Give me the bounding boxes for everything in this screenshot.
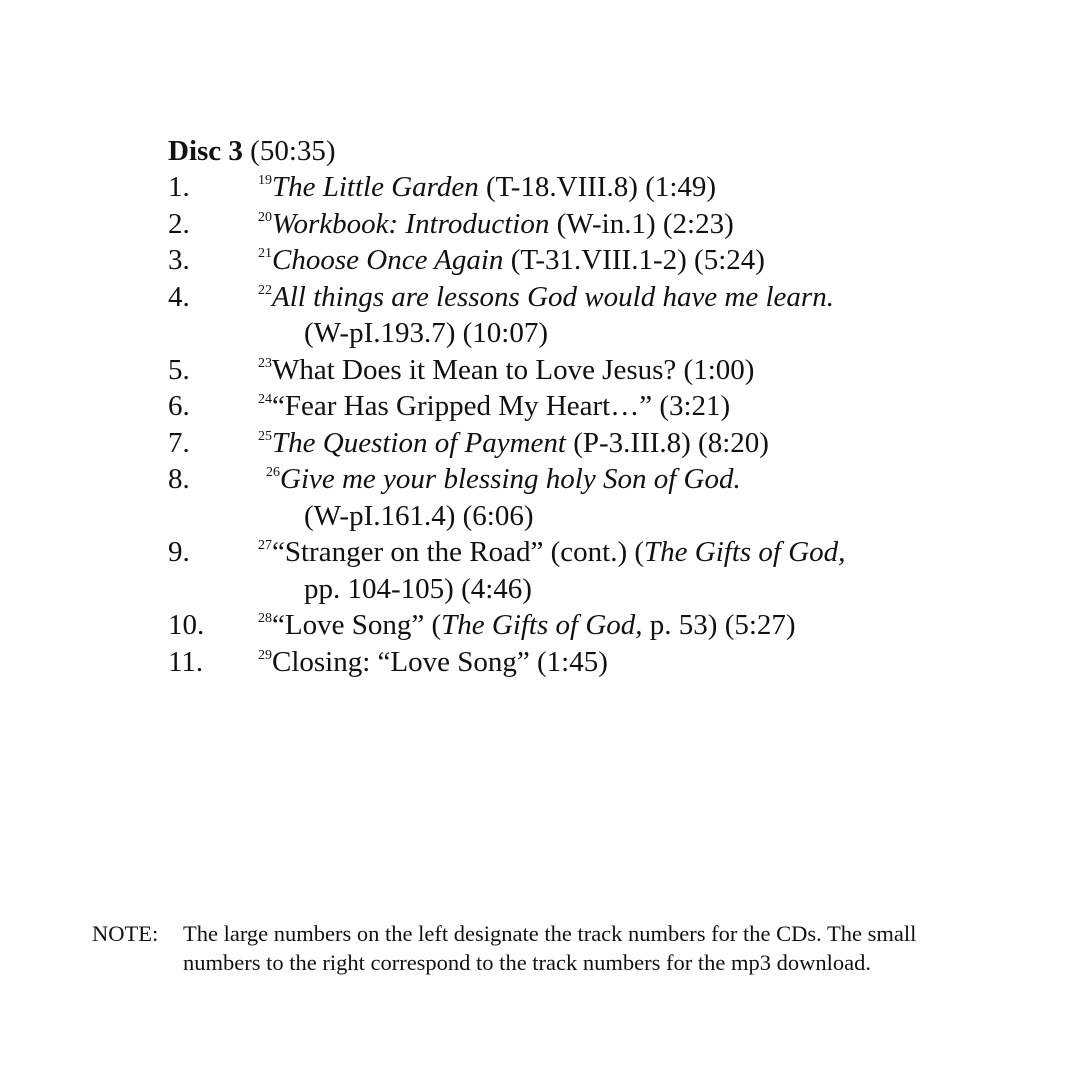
mp3-track-number: 19 <box>258 173 272 188</box>
cd-track-number: 1. <box>168 171 190 203</box>
mp3-track-number: 24 <box>258 392 272 407</box>
track-continuation-line <box>304 571 1048 608</box>
track-title-line <box>258 169 1048 206</box>
disc-duration: (50:35) <box>250 135 336 167</box>
track-continuation-line <box>304 315 1048 352</box>
track-title-italic: The Gifts of God, <box>644 536 846 568</box>
track-continuation-line <box>304 498 1048 535</box>
mp3-track-number: 23 <box>258 355 272 371</box>
cd-track-number: 6. <box>168 390 190 422</box>
cd-track-number: 10. <box>168 609 205 641</box>
cd-track-number: 5. <box>168 353 190 386</box>
track-title-italic: The Question of Payment <box>272 426 566 459</box>
track-title-text: Closing: “Love Song” (1:45) <box>272 645 608 678</box>
track-title-text: What Does it Mean to Love Jesus? (1:00) <box>272 353 755 386</box>
cd-track-number: 11. <box>168 645 204 678</box>
note-line-2: numbers to the right correspond to the track numbers for the mp3 download. <box>183 950 871 975</box>
track-title-italic: Give me your blessing holy Son of God. <box>280 463 741 495</box>
track-row <box>168 242 1048 279</box>
track-title-line <box>258 242 1048 279</box>
track-title-text: “Fear Has Gripped My Heart…” (3:21) <box>272 390 731 422</box>
mp3-track-number: 28 <box>258 611 272 626</box>
mp3-track-number: 26 <box>266 465 280 480</box>
cd-track-number: 4. <box>168 280 190 313</box>
track-title-line <box>258 279 1048 316</box>
track-title-italic: Workbook: Introduction <box>272 207 550 240</box>
track-title-text: (T-31.VIII.1-2) (5:24) <box>503 244 765 276</box>
track-citation-text: (W-pI.193.7) (10:07) <box>304 317 549 349</box>
cd-track-number: 7. <box>168 426 190 459</box>
mp3-track-number: 20 <box>258 209 272 225</box>
cd-track-number: 2. <box>168 207 190 240</box>
track-title-line <box>258 206 1048 243</box>
mp3-track-number: 27 <box>258 538 272 553</box>
track-row <box>168 352 1048 389</box>
track-title-text: (P-3.III.8) (8:20) <box>565 426 769 459</box>
mp3-track-number: 22 <box>258 282 272 298</box>
footnote <box>92 919 1012 977</box>
cd-track-number: 3. <box>168 244 190 276</box>
mp3-track-number: 25 <box>258 428 272 444</box>
track-title-line <box>266 461 1048 498</box>
track-citation-text: pp. 104-105) (4:46) <box>304 572 532 605</box>
note-label: NOTE: <box>92 921 159 946</box>
note-line-1: The large numbers on the left designate the track numbers for the CDs. The small <box>183 921 917 946</box>
track-title-text: “Love Song” ( <box>272 609 442 641</box>
track-title-line <box>258 644 1048 681</box>
track-row <box>168 169 1048 206</box>
cd-track-number: 8. <box>168 463 190 495</box>
track-title-italic: All things are lessons God would have me learn. <box>272 280 834 313</box>
track-row <box>168 461 1048 534</box>
track-title-text: (W-in.1) (2:23) <box>549 207 734 240</box>
track-title-italic: The Little Garden <box>272 171 479 203</box>
track-row <box>168 534 1048 607</box>
track-title-line <box>258 352 1048 389</box>
track-list <box>168 169 1048 680</box>
track-row <box>168 206 1048 243</box>
track-title-line <box>258 425 1048 462</box>
track-title-line <box>258 534 1048 571</box>
mp3-track-number: 29 <box>258 647 272 663</box>
disc-title: Disc 3 <box>168 135 243 167</box>
track-row <box>168 425 1048 462</box>
track-title-line <box>258 388 1048 425</box>
track-row <box>168 279 1048 352</box>
disc-heading <box>168 133 336 169</box>
track-title-text: “Stranger on the Road” (cont.) ( <box>272 536 645 568</box>
cd-track-number: 9. <box>168 536 190 568</box>
mp3-track-number: 21 <box>258 246 272 261</box>
track-row <box>168 644 1048 681</box>
track-title-text: p. 53) (5:27) <box>642 609 796 641</box>
track-title-italic: Choose Once Again <box>272 244 504 276</box>
track-title-line <box>258 607 1048 644</box>
track-title-italic: The Gifts of God, <box>441 609 643 641</box>
track-citation-text: (W-pI.161.4) (6:06) <box>304 499 534 532</box>
track-row <box>168 607 1048 644</box>
track-title-text: (T-18.VIII.8) (1:49) <box>478 171 717 203</box>
track-row <box>168 388 1048 425</box>
